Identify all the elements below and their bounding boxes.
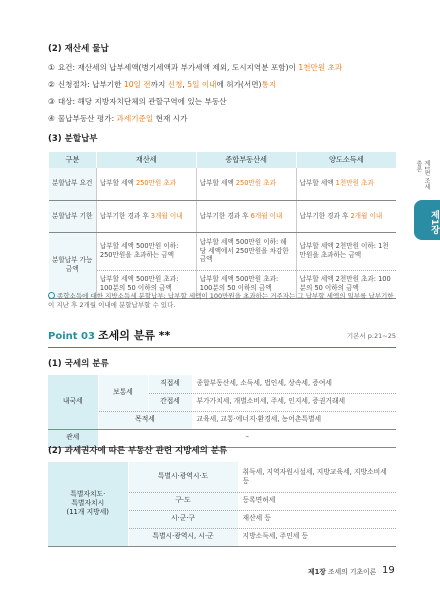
point-title: 조세의 분류 ** [98, 329, 171, 342]
section-heading: (3) 분할납부 [48, 134, 98, 144]
point-label: Point 03 [48, 331, 95, 342]
reference-text: 기본서 p.21~25 [346, 332, 396, 340]
table-row: 관세 – [48, 429, 396, 447]
table-header: 양도소득세 [296, 152, 396, 168]
page-number: 19 [382, 565, 395, 576]
table-row: 납부할 세액 500만원 초과: 100분의 50 이하의 금액 납부할 세액 500만원 초과: 100분의 50 이하의 금액 납부할 세액 2천만원 초과: 100분의 50 이하의 금액 [49, 270, 397, 298]
table-header: 종합부동산세 [196, 152, 296, 168]
list-item: ① 요건: 재산세의 납부세액(병기세액과 부가세액 제외, 도시지역분 포함)이 1천만원 초과 [48, 63, 343, 72]
installment-table [48, 152, 396, 299]
table-row: 특별자치도· 특별자치시 (11개 지방세) 특별시·광역시·도 취득세, 지역자원시설세, 지방교육세, 지방소비세 등 [48, 462, 396, 492]
table-header: 구분 [49, 152, 97, 168]
table-row: 시·군·구 재산세 등 [48, 510, 396, 528]
table-row: 목적세 교육세, 교통·에너지·환경세, 농어촌특별세 [48, 411, 396, 429]
table-row: 내국세 보통세 직접세 종합부동산세, 소득세, 법인세, 상속세, 증여세 [48, 375, 396, 393]
section-heading: (1) 국세의 분류 [48, 359, 109, 369]
table-row: 분할납부 가능금액 납부할 세액 500만원 이하: 250만원을 초과하는 금액 납부할 세액 500만원 이하: 해당 세액에서 250만원을 차감한 금액 납부할 세액 2천만원 이하: 1천만원을 초과하는 금액 [49, 232, 397, 270]
table-row: 분할납부 요건 납부할 세액 250만원 초과 납부할 세액 250만원 초과 납부할 세액 1천만원 초과 [49, 168, 397, 200]
section-heading: (2) 과세권자에 따른 부동산 관련 지방세의 분류 [48, 446, 228, 456]
search-icon [48, 292, 55, 299]
table-row: 분할납부 기한 납부기한 경과 후 3개월 이내 납부기한 경과 후 6개월 이내 납부기한 경과 후 2개월 이내 [49, 200, 397, 232]
table-header: 재산세 [96, 152, 196, 168]
table-row: 구·도 등록면허세 [48, 492, 396, 510]
list-item: ② 신청절차: 납부기한 10일 전까지 신청, 5일 이내에 허가(서면)통지 [48, 80, 277, 89]
chapter-tab: 제1장 [414, 200, 440, 240]
list-item: ④ 물납부동산 평가: 과세기준일 현재 시가 [48, 114, 188, 123]
footer-chapter: 제1장 조세의 기초이론 [308, 568, 377, 576]
list-item: ③ 대상: 해당 지방자치단체의 관할구역에 있는 부동산 [48, 97, 227, 106]
national-tax-table [48, 375, 396, 448]
side-part-label: 제1편 조세총론 [414, 160, 430, 190]
table-row: 간접세 부가가치세, 개별소비세, 주세, 인지세, 증권거래세 [48, 393, 396, 411]
section-heading: (2) 재산세 물납 [48, 44, 109, 54]
note: 종합소득에 대한 지방소득세 분할납부: 납부할 세액이 100만원을 초과하는 거주자는 그 납부할 세액의 일부를 납부기한이 지난 후 2개월 이내에 분할납부할 수 있다. [48, 292, 394, 309]
local-tax-table [48, 462, 396, 547]
point-header [48, 330, 396, 348]
table-row: 특별시·광역시, 시·군 지방소득세, 주민세 등 [48, 528, 396, 546]
